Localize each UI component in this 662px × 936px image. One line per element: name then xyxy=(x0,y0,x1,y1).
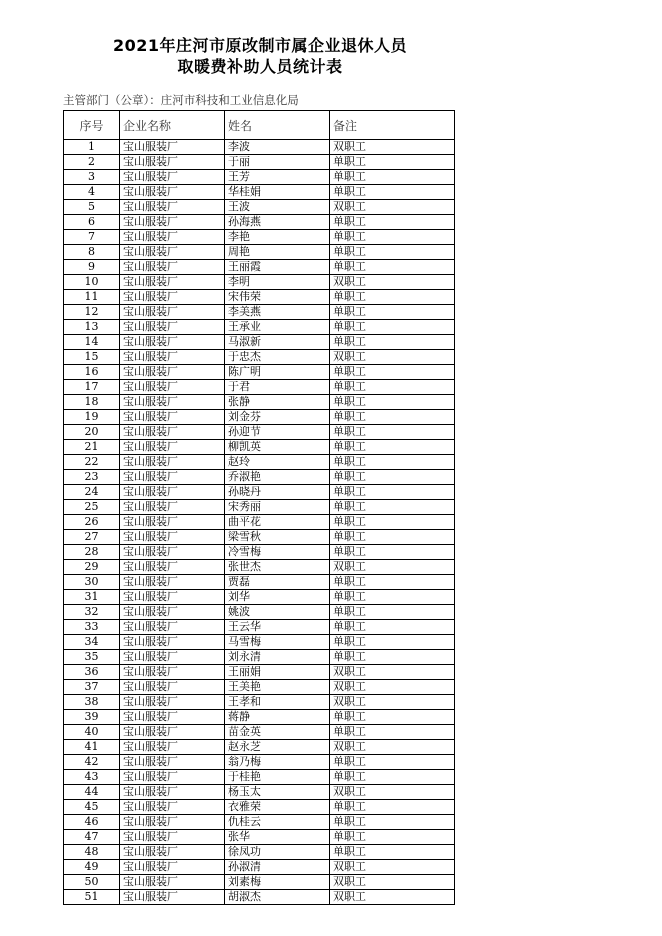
cell-company: 宝山服装厂 xyxy=(120,740,225,755)
cell-company: 宝山服装厂 xyxy=(120,785,225,800)
cell-name: 冷雪梅 xyxy=(225,545,330,560)
table-row xyxy=(64,680,455,695)
cell-name: 宋秀丽 xyxy=(225,500,330,515)
cell-remark: 双职工 xyxy=(330,695,455,710)
department-label: 主管部门（公章）：庄河市科技和工业信息化局 xyxy=(63,93,299,107)
table-row xyxy=(64,155,455,170)
cell-remark: 双职工 xyxy=(330,740,455,755)
cell-index: 26 xyxy=(64,515,120,530)
cell-remark: 双职工 xyxy=(330,560,455,575)
document-title-line2: 取暖费补助人员统计表 xyxy=(177,57,343,76)
document-title-line1: 2021年庄河市原改制市属企业退休人员 xyxy=(112,36,408,55)
cell-company: 宝山服装厂 xyxy=(120,425,225,440)
table-row xyxy=(64,275,455,290)
table-row xyxy=(64,350,455,365)
cell-name: 宋伟荣 xyxy=(225,290,330,305)
cell-remark: 单职工 xyxy=(330,755,455,770)
cell-remark: 单职工 xyxy=(330,185,455,200)
cell-name: 曲平花 xyxy=(225,515,330,530)
cell-company: 宝山服装厂 xyxy=(120,380,225,395)
cell-name: 衣雅荣 xyxy=(225,800,330,815)
table-row xyxy=(64,365,455,380)
cell-index: 49 xyxy=(64,860,120,875)
cell-index: 45 xyxy=(64,800,120,815)
table-row xyxy=(64,590,455,605)
cell-index: 51 xyxy=(64,890,120,905)
table-row xyxy=(64,500,455,515)
cell-remark: 单职工 xyxy=(330,170,455,185)
cell-remark: 单职工 xyxy=(330,605,455,620)
table-row xyxy=(64,260,455,275)
cell-remark: 单职工 xyxy=(330,230,455,245)
table-row xyxy=(64,380,455,395)
table-header-row xyxy=(64,111,455,140)
cell-index: 1 xyxy=(64,140,120,155)
cell-name: 刘素梅 xyxy=(225,875,330,890)
cell-index: 22 xyxy=(64,455,120,470)
cell-remark: 单职工 xyxy=(330,320,455,335)
cell-name: 于丽 xyxy=(225,155,330,170)
table-row xyxy=(64,140,455,155)
cell-index: 33 xyxy=(64,620,120,635)
cell-index: 29 xyxy=(64,560,120,575)
cell-name: 王芳 xyxy=(225,170,330,185)
table-body xyxy=(64,140,455,905)
cell-index: 39 xyxy=(64,710,120,725)
cell-index: 9 xyxy=(64,260,120,275)
cell-company: 宝山服装厂 xyxy=(120,260,225,275)
cell-index: 15 xyxy=(64,350,120,365)
cell-company: 宝山服装厂 xyxy=(120,155,225,170)
cell-company: 宝山服装厂 xyxy=(120,545,225,560)
header-index: 序号 xyxy=(64,111,120,140)
cell-index: 50 xyxy=(64,875,120,890)
cell-index: 35 xyxy=(64,650,120,665)
table-row xyxy=(64,665,455,680)
cell-name: 蒋静 xyxy=(225,710,330,725)
cell-name: 张华 xyxy=(225,830,330,845)
cell-remark: 双职工 xyxy=(330,680,455,695)
cell-remark: 单职工 xyxy=(330,710,455,725)
cell-remark: 单职工 xyxy=(330,800,455,815)
cell-remark: 单职工 xyxy=(330,365,455,380)
table-row xyxy=(64,770,455,785)
cell-index: 18 xyxy=(64,395,120,410)
cell-index: 11 xyxy=(64,290,120,305)
cell-name: 李艳 xyxy=(225,230,330,245)
table-row xyxy=(64,575,455,590)
table-row xyxy=(64,530,455,545)
cell-index: 12 xyxy=(64,305,120,320)
cell-remark: 单职工 xyxy=(330,245,455,260)
cell-index: 10 xyxy=(64,275,120,290)
cell-company: 宝山服装厂 xyxy=(120,470,225,485)
cell-remark: 单职工 xyxy=(330,380,455,395)
cell-company: 宝山服装厂 xyxy=(120,575,225,590)
table-row xyxy=(64,800,455,815)
cell-remark: 单职工 xyxy=(330,455,455,470)
cell-name: 刘永清 xyxy=(225,650,330,665)
cell-index: 44 xyxy=(64,785,120,800)
table-row xyxy=(64,170,455,185)
cell-index: 46 xyxy=(64,815,120,830)
cell-remark: 单职工 xyxy=(330,485,455,500)
cell-name: 孙海燕 xyxy=(225,215,330,230)
cell-company: 宝山服装厂 xyxy=(120,680,225,695)
cell-name: 柳凯英 xyxy=(225,440,330,455)
header-remark: 备注 xyxy=(330,111,455,140)
cell-company: 宝山服装厂 xyxy=(120,890,225,905)
cell-company: 宝山服装厂 xyxy=(120,320,225,335)
table-row xyxy=(64,470,455,485)
cell-name: 周艳 xyxy=(225,245,330,260)
table-row xyxy=(64,875,455,890)
cell-index: 38 xyxy=(64,695,120,710)
cell-remark: 单职工 xyxy=(330,815,455,830)
cell-index: 20 xyxy=(64,425,120,440)
cell-index: 5 xyxy=(64,200,120,215)
cell-company: 宝山服装厂 xyxy=(120,710,225,725)
cell-company: 宝山服装厂 xyxy=(120,350,225,365)
cell-company: 宝山服装厂 xyxy=(120,275,225,290)
cell-company: 宝山服装厂 xyxy=(120,245,225,260)
cell-index: 31 xyxy=(64,590,120,605)
table-row xyxy=(64,890,455,905)
table-row xyxy=(64,200,455,215)
cell-company: 宝山服装厂 xyxy=(120,620,225,635)
cell-company: 宝山服装厂 xyxy=(120,695,225,710)
cell-index: 40 xyxy=(64,725,120,740)
cell-name: 孙晓丹 xyxy=(225,485,330,500)
cell-company: 宝山服装厂 xyxy=(120,860,225,875)
table-row xyxy=(64,620,455,635)
cell-name: 赵玲 xyxy=(225,455,330,470)
cell-remark: 双职工 xyxy=(330,665,455,680)
cell-name: 苗金英 xyxy=(225,725,330,740)
cell-index: 47 xyxy=(64,830,120,845)
table-row xyxy=(64,290,455,305)
cell-company: 宝山服装厂 xyxy=(120,185,225,200)
cell-index: 34 xyxy=(64,635,120,650)
cell-remark: 双职工 xyxy=(330,890,455,905)
cell-company: 宝山服装厂 xyxy=(120,305,225,320)
cell-company: 宝山服装厂 xyxy=(120,485,225,500)
table-row xyxy=(64,425,455,440)
cell-index: 32 xyxy=(64,605,120,620)
cell-name: 王孝和 xyxy=(225,695,330,710)
table-row xyxy=(64,185,455,200)
cell-index: 17 xyxy=(64,380,120,395)
cell-name: 李波 xyxy=(225,140,330,155)
cell-company: 宝山服装厂 xyxy=(120,800,225,815)
table-row xyxy=(64,410,455,425)
cell-remark: 单职工 xyxy=(330,155,455,170)
cell-company: 宝山服装厂 xyxy=(120,365,225,380)
cell-index: 4 xyxy=(64,185,120,200)
cell-index: 19 xyxy=(64,410,120,425)
table-row xyxy=(64,305,455,320)
cell-name: 贾磊 xyxy=(225,575,330,590)
cell-name: 王美艳 xyxy=(225,680,330,695)
cell-index: 30 xyxy=(64,575,120,590)
cell-company: 宝山服装厂 xyxy=(120,530,225,545)
table-row xyxy=(64,785,455,800)
cell-remark: 单职工 xyxy=(330,260,455,275)
cell-remark: 单职工 xyxy=(330,515,455,530)
cell-name: 陈广明 xyxy=(225,365,330,380)
cell-remark: 双职工 xyxy=(330,275,455,290)
cell-remark: 单职工 xyxy=(330,500,455,515)
cell-company: 宝山服装厂 xyxy=(120,845,225,860)
table-row xyxy=(64,440,455,455)
cell-remark: 单职工 xyxy=(330,620,455,635)
cell-remark: 单职工 xyxy=(330,845,455,860)
table-row xyxy=(64,515,455,530)
cell-name: 马雪梅 xyxy=(225,635,330,650)
cell-index: 7 xyxy=(64,230,120,245)
cell-name: 翁乃梅 xyxy=(225,755,330,770)
cell-index: 41 xyxy=(64,740,120,755)
table-row xyxy=(64,560,455,575)
table-row xyxy=(64,755,455,770)
cell-company: 宝山服装厂 xyxy=(120,875,225,890)
cell-remark: 单职工 xyxy=(330,575,455,590)
cell-name: 杨玉太 xyxy=(225,785,330,800)
cell-company: 宝山服装厂 xyxy=(120,500,225,515)
cell-index: 28 xyxy=(64,545,120,560)
cell-company: 宝山服装厂 xyxy=(120,170,225,185)
table-row xyxy=(64,695,455,710)
cell-name: 张静 xyxy=(225,395,330,410)
cell-company: 宝山服装厂 xyxy=(120,725,225,740)
cell-index: 3 xyxy=(64,170,120,185)
cell-company: 宝山服装厂 xyxy=(120,230,225,245)
table-row xyxy=(64,815,455,830)
cell-name: 刘华 xyxy=(225,590,330,605)
cell-company: 宝山服装厂 xyxy=(120,635,225,650)
cell-company: 宝山服装厂 xyxy=(120,455,225,470)
cell-name: 王云华 xyxy=(225,620,330,635)
cell-index: 36 xyxy=(64,665,120,680)
cell-remark: 单职工 xyxy=(330,305,455,320)
cell-company: 宝山服装厂 xyxy=(120,605,225,620)
cell-name: 于君 xyxy=(225,380,330,395)
cell-remark: 单职工 xyxy=(330,530,455,545)
cell-name: 王丽娟 xyxy=(225,665,330,680)
cell-company: 宝山服装厂 xyxy=(120,590,225,605)
cell-name: 梁雪秋 xyxy=(225,530,330,545)
table-row xyxy=(64,245,455,260)
cell-company: 宝山服装厂 xyxy=(120,650,225,665)
cell-name: 张世杰 xyxy=(225,560,330,575)
cell-remark: 单职工 xyxy=(330,290,455,305)
cell-remark: 单职工 xyxy=(330,545,455,560)
cell-remark: 单职工 xyxy=(330,590,455,605)
cell-index: 43 xyxy=(64,770,120,785)
cell-index: 37 xyxy=(64,680,120,695)
table-row xyxy=(64,725,455,740)
cell-company: 宝山服装厂 xyxy=(120,200,225,215)
cell-remark: 单职工 xyxy=(330,440,455,455)
cell-name: 王承业 xyxy=(225,320,330,335)
cell-company: 宝山服装厂 xyxy=(120,440,225,455)
cell-company: 宝山服装厂 xyxy=(120,335,225,350)
cell-company: 宝山服装厂 xyxy=(120,755,225,770)
cell-remark: 单职工 xyxy=(330,635,455,650)
cell-index: 2 xyxy=(64,155,120,170)
cell-remark: 双职工 xyxy=(330,350,455,365)
table-row xyxy=(64,635,455,650)
cell-index: 23 xyxy=(64,470,120,485)
cell-name: 仇桂云 xyxy=(225,815,330,830)
table-row xyxy=(64,545,455,560)
cell-index: 6 xyxy=(64,215,120,230)
cell-company: 宝山服装厂 xyxy=(120,395,225,410)
cell-name: 李明 xyxy=(225,275,330,290)
table-row xyxy=(64,230,455,245)
cell-remark: 单职工 xyxy=(330,215,455,230)
table-row xyxy=(64,395,455,410)
cell-company: 宝山服装厂 xyxy=(120,770,225,785)
cell-remark: 双职工 xyxy=(330,140,455,155)
cell-name: 赵永芝 xyxy=(225,740,330,755)
cell-name: 于桂艳 xyxy=(225,770,330,785)
cell-remark: 单职工 xyxy=(330,650,455,665)
cell-remark: 单职工 xyxy=(330,335,455,350)
cell-index: 8 xyxy=(64,245,120,260)
cell-name: 孙迎节 xyxy=(225,425,330,440)
table-row xyxy=(64,455,455,470)
table-row xyxy=(64,485,455,500)
header-name: 姓名 xyxy=(225,111,330,140)
table-row xyxy=(64,860,455,875)
cell-name: 孙淑清 xyxy=(225,860,330,875)
cell-company: 宝山服装厂 xyxy=(120,290,225,305)
cell-index: 27 xyxy=(64,530,120,545)
table-row xyxy=(64,335,455,350)
cell-name: 华桂娟 xyxy=(225,185,330,200)
header-company: 企业名称 xyxy=(120,111,225,140)
cell-remark: 单职工 xyxy=(330,830,455,845)
cell-remark: 单职工 xyxy=(330,725,455,740)
table-row xyxy=(64,710,455,725)
cell-index: 14 xyxy=(64,335,120,350)
cell-remark: 单职工 xyxy=(330,470,455,485)
cell-remark: 双职工 xyxy=(330,875,455,890)
cell-index: 16 xyxy=(64,365,120,380)
cell-remark: 单职工 xyxy=(330,425,455,440)
table-row xyxy=(64,215,455,230)
cell-name: 李美燕 xyxy=(225,305,330,320)
cell-index: 13 xyxy=(64,320,120,335)
cell-name: 徐凤功 xyxy=(225,845,330,860)
cell-index: 24 xyxy=(64,485,120,500)
cell-company: 宝山服装厂 xyxy=(120,515,225,530)
cell-company: 宝山服装厂 xyxy=(120,410,225,425)
cell-name: 刘金芬 xyxy=(225,410,330,425)
cell-company: 宝山服装厂 xyxy=(120,140,225,155)
cell-name: 王丽霞 xyxy=(225,260,330,275)
cell-remark: 单职工 xyxy=(330,395,455,410)
cell-name: 姚波 xyxy=(225,605,330,620)
cell-company: 宝山服装厂 xyxy=(120,665,225,680)
cell-remark: 双职工 xyxy=(330,860,455,875)
cell-remark: 双职工 xyxy=(330,785,455,800)
cell-name: 乔淑艳 xyxy=(225,470,330,485)
cell-name: 胡淑杰 xyxy=(225,890,330,905)
cell-index: 48 xyxy=(64,845,120,860)
cell-name: 马淑新 xyxy=(225,335,330,350)
cell-name: 于忠杰 xyxy=(225,350,330,365)
retiree-table xyxy=(63,110,455,905)
cell-index: 25 xyxy=(64,500,120,515)
cell-remark: 单职工 xyxy=(330,770,455,785)
table-row xyxy=(64,650,455,665)
cell-index: 42 xyxy=(64,755,120,770)
table-row xyxy=(64,320,455,335)
table-row xyxy=(64,740,455,755)
cell-remark: 双职工 xyxy=(330,200,455,215)
table-row xyxy=(64,605,455,620)
table-row xyxy=(64,830,455,845)
table-row xyxy=(64,845,455,860)
cell-company: 宝山服装厂 xyxy=(120,560,225,575)
cell-name: 王波 xyxy=(225,200,330,215)
cell-company: 宝山服装厂 xyxy=(120,215,225,230)
cell-company: 宝山服装厂 xyxy=(120,830,225,845)
cell-index: 21 xyxy=(64,440,120,455)
cell-remark: 单职工 xyxy=(330,410,455,425)
cell-company: 宝山服装厂 xyxy=(120,815,225,830)
